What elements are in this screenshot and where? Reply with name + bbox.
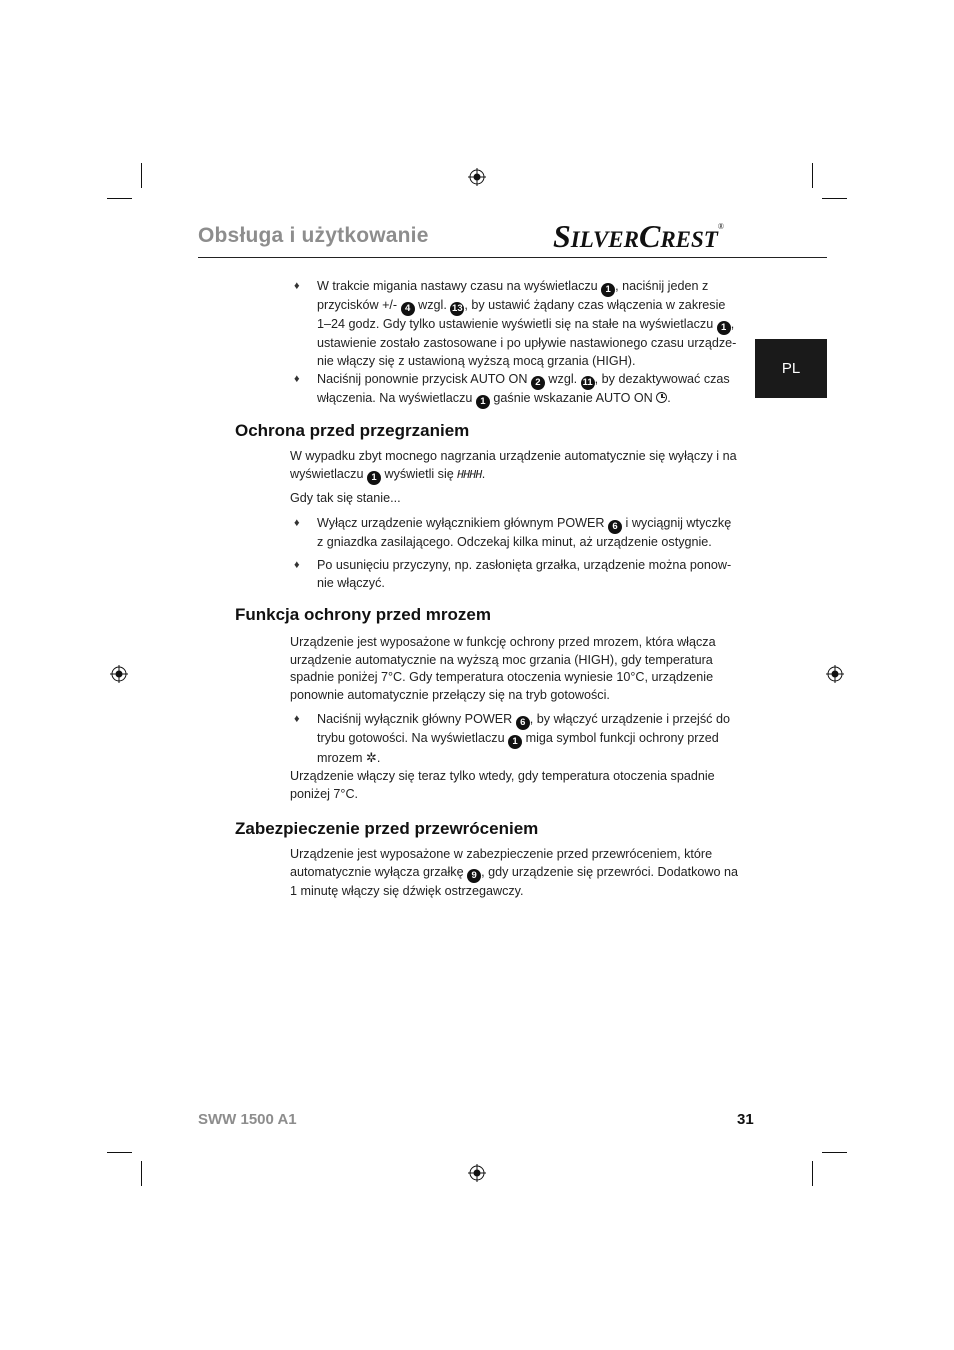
paragraph: Urządzenie jest wyposażone w funkcję ochrony przed mrozem, która włącza urządzenie automatycznie na wyższą moc grzania (HIGH), gdy temperatura spadnie poniżej 7°C. Gdy temperatura otoczenia wyniesie 10°C, urządzenie ponownie automatycznie przełączy się na tryb gotowości. [290, 635, 716, 702]
crop-mark [822, 198, 847, 199]
clock-icon [656, 392, 667, 403]
text: Urządzenie jest wyposażone w zabezpieczenie przed przewróceniem, które automatycznie wyłącza grzałkę [290, 847, 713, 879]
page-number: 31 [737, 1111, 754, 1128]
section-heading: Funkcja ochrony przed mrozem [235, 605, 491, 624]
frost-symbol-icon: ✲ [365, 750, 377, 765]
footer-model: SWW 1500 A1 [198, 1111, 297, 1128]
text: wzgl. [544, 372, 581, 386]
text: . [667, 391, 671, 405]
header-rule [198, 257, 827, 258]
text: W trakcie migania nastawy czasu na wyświetlaczu [317, 279, 602, 293]
paragraph [290, 846, 740, 900]
text: W wypadku zbyt mocnego nagrzania urządzenie automatycznie się wyłączy i na wyświetlaczu [290, 449, 737, 481]
section-heading: Zabezpieczenie przed przewróceniem [235, 819, 539, 838]
callout-number-icon: 1 [717, 321, 731, 335]
callout-number-icon: 6 [608, 520, 622, 534]
brand-logo-text: S [553, 218, 571, 254]
text: , by włączyć urządzenie i przejść do trybu gotowości. Na wyświetlaczu [317, 712, 730, 745]
text: , gdy urządzenie się przewróci. Dodatkowo na 1 minutę włączy się dźwięk ostrzegawczy. [290, 864, 738, 898]
text: Naciśnij wyłącznik główny POWER [317, 712, 516, 726]
bullet-icon: ♦ [294, 373, 300, 385]
bullet-icon: ♦ [294, 559, 300, 571]
registration-mark-icon [468, 168, 486, 186]
text: . [376, 751, 381, 765]
crop-mark [141, 163, 142, 188]
language-tab [755, 339, 827, 398]
bullet-icon: ♦ [294, 517, 300, 529]
bullet-icon: ♦ [294, 280, 300, 292]
brand-logo-text: REST [660, 227, 718, 252]
crop-mark [107, 198, 132, 199]
list-item [317, 278, 737, 370]
section-heading: Ochrona przed przegrzaniem [235, 421, 470, 440]
list-item: Po usunięciu przyczyny, np. zasłonięta grzałka, urządzenie można ponow-nie włączyć. [317, 558, 732, 590]
callout-number-icon: 1 [367, 471, 381, 485]
text: Wyłącz urządzenie wyłącznikiem głównym POWER [317, 516, 609, 530]
paragraph [290, 448, 740, 485]
crop-mark [141, 1161, 142, 1186]
text: . [481, 466, 486, 481]
registration-mark-icon [468, 1164, 486, 1182]
callout-number-icon: 4 [401, 302, 415, 316]
callout-number-icon: 1 [508, 735, 522, 749]
registration-mark-icon [826, 665, 844, 683]
display-code: HHHH [457, 467, 482, 481]
brand-logo [553, 218, 833, 254]
bullet-icon: ♦ [294, 713, 300, 725]
crop-mark [812, 163, 813, 188]
text: , ustawienie zostało zastosowane i po upływie nastawionego czasu urządze-nie włączy się z ustawioną wyższą mocą grzania (HIGH). [317, 317, 737, 368]
crop-mark [107, 1152, 132, 1153]
text: gaśnie wskazanie AUTO ON [489, 391, 657, 405]
list-item [317, 515, 737, 552]
page-title: Obsługa i użytkowanie [198, 224, 429, 247]
text: miga symbol funkcji ochrony przed mrozem [317, 731, 719, 765]
callout-number-icon: 1 [476, 395, 490, 409]
brand-logo-text: ILVER [570, 227, 639, 252]
text: wzgl. [414, 298, 451, 312]
list-item [317, 371, 737, 409]
callout-number-icon: 1 [601, 283, 615, 297]
crop-mark [822, 1152, 847, 1153]
text: Naciśnij ponownie przycisk AUTO ON [317, 372, 531, 386]
registration-mark-icon [110, 665, 128, 683]
callout-number-icon: 13 [452, 303, 463, 314]
paragraph: Gdy tak się stanie... [290, 491, 401, 505]
list-item [317, 711, 737, 768]
registered-mark: ® [717, 222, 724, 231]
text: i wyciągnij wtyczkę z gniazdka zasilającego. Odczekaj kilka minut, aż urządzenie ostygnie. [317, 516, 732, 549]
language-tab-label: PL [781, 360, 801, 377]
text: , by ustawić żądany czas włączenia w zakresie 1–24 godz. Gdy tylko ustawienie wyświetli się na stałe na wyświetlaczu [317, 298, 726, 331]
text: , by dezaktywować czas włączenia. Na wyświetlaczu [317, 372, 730, 405]
brand-logo-text: C [638, 218, 661, 254]
paragraph: Urządzenie włączy się teraz tylko wtedy, gdy temperatura otoczenia spadnie poniżej 7°C. [290, 769, 715, 801]
text: , naciśnij jeden z przycisków +/- [317, 279, 709, 312]
callout-number-icon: 9 [467, 869, 481, 883]
crop-mark [812, 1161, 813, 1186]
callout-number-icon: 11 [582, 377, 593, 388]
callout-number-icon: 6 [516, 716, 530, 730]
text: wyświetli się [380, 466, 458, 481]
callout-number-icon: 2 [531, 376, 545, 390]
